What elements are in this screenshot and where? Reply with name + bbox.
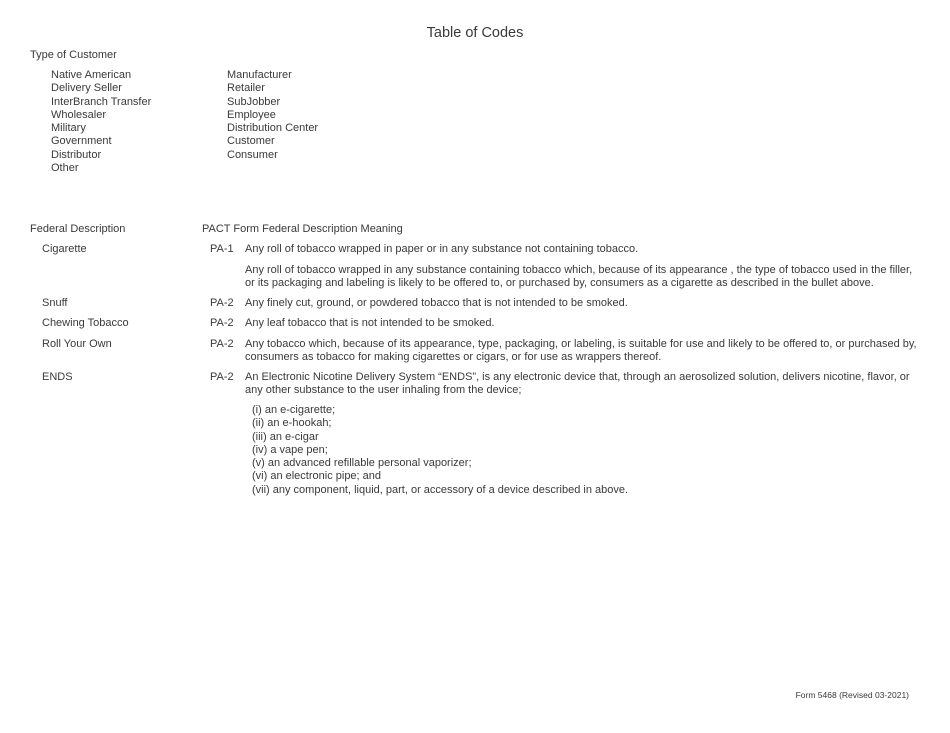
description-name: Chewing Tobacco [42, 317, 129, 329]
page-title: Table of Codes [426, 25, 524, 41]
customer-type-item: Employee [227, 108, 276, 121]
customer-type-item: Distribution Center [227, 122, 319, 135]
customer-type-item: Wholesaler [51, 108, 107, 121]
ends-device-list [252, 404, 628, 497]
description-name: Roll Your Own [42, 338, 112, 350]
customer-type-item: Consumer [227, 148, 278, 161]
pact-code: PA-2 [210, 338, 234, 350]
list-item: (i) an e-cigarette; [252, 404, 336, 416]
customer-type-item: Distributor [51, 148, 102, 161]
customer-type-item: SubJobber [227, 95, 281, 108]
customer-type-heading: Type of Customer [30, 49, 117, 61]
description-meaning: Any leaf tobacco that is not intended to be smoked. [245, 317, 495, 329]
description-meaning: Any tobacco which, because of its appearance, type, packaging, or labeling, is suitable for use and likely to be offered to, or purchased by, consumers as tobacco for making cigarettes or cigars, or for use as wrappers thereof. [245, 338, 917, 364]
list-item: (vii) any component, liquid, part, or accessory of a device described in above. [252, 483, 629, 496]
customer-type-item: InterBranch Transfer [51, 95, 152, 108]
description-meaning: An Electronic Nicotine Delivery System “ENDS”, is any electronic device that, through an aerosolized solution, delivers nicotine, flavor, or any other substance to the user inhaling from the device; [245, 371, 910, 397]
pact-code: PA-1 [210, 243, 234, 255]
customer-type-right-list [227, 69, 318, 162]
pact-code: PA-2 [210, 371, 234, 383]
customer-type-item: Delivery Seller [51, 82, 122, 95]
list-item: (iv) a vape pen; [252, 443, 328, 456]
customer-type-item: Military [51, 122, 86, 135]
customer-type-item: Government [51, 135, 112, 148]
description-name: ENDS [42, 371, 73, 383]
list-item: (iii) an e-cigar [252, 430, 319, 443]
customer-type-item: Retailer [227, 82, 265, 95]
customer-type-item: Customer [227, 135, 275, 148]
list-item: (v) an advanced refillable personal vaporizer; [252, 457, 472, 470]
federal-description-heading: Federal Description [30, 223, 126, 235]
description-name: Cigarette [42, 243, 87, 255]
list-item: (vi) an electronic pipe; and [252, 470, 382, 483]
description-meaning: Any roll of tobacco wrapped in any substance containing tobacco which, because of its appearance , the type of tobacco used in the filler, or its packaging and labeling is likely to be offered to, or purchased by, consumers as a cigarette as described in the bullet above. [245, 264, 913, 290]
list-item: (ii) an e-hookah; [252, 417, 332, 430]
description-name: Snuff [42, 297, 68, 309]
pact-meaning-heading: PACT Form Federal Description Meaning [202, 223, 403, 235]
pact-code: PA-2 [210, 297, 234, 309]
pact-code: PA-2 [210, 317, 234, 329]
description-meaning: Any finely cut, ground, or powdered tobacco that is not intended to be smoked. [245, 297, 628, 309]
description-meaning: Any roll of tobacco wrapped in paper or in any substance not containing tobacco. [245, 243, 639, 255]
customer-type-item: Manufacturer [227, 69, 292, 81]
customer-type-item: Other [51, 162, 79, 175]
form-revision-footer: Form 5468 (Revised 03-2021) [795, 690, 909, 700]
customer-type-item: Native American [51, 69, 132, 81]
customer-type-left-list [51, 69, 151, 175]
